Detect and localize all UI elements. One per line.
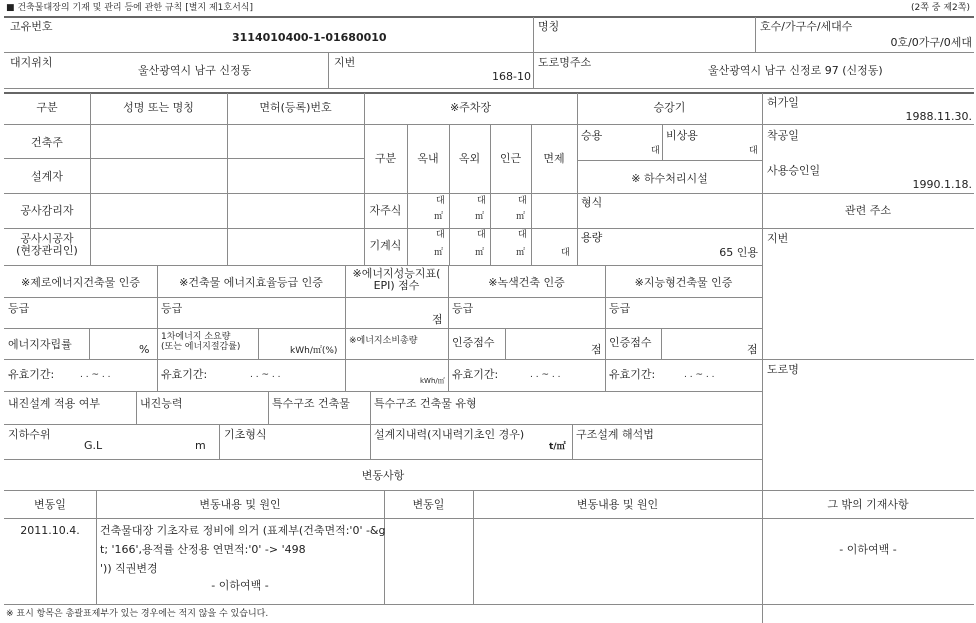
permit-date-value: 1988.11.30. [905,110,972,123]
person-row-designer: 설계자 [31,170,63,183]
consumption-unit: kWh/㎡ [420,377,445,385]
parking-exempt-header: 면제 [543,152,565,165]
unit-label: 대 [651,146,660,156]
meter-label: m [195,439,206,452]
grade-label: 등급 [8,302,30,315]
grade-label: 등급 [161,302,183,315]
site-location-value: 울산광역시 남구 신정동 [138,64,252,77]
elevator-title: 승강기 [653,101,686,114]
unit-label: ㎡ [516,212,526,222]
validity-label: 유효기간: [609,368,656,381]
related-address-title: 관련 주소 [844,204,891,217]
validity-dots: . . ~ . . [80,370,111,380]
validity-label: 유효기간: [161,368,208,381]
sewage-capacity-value: 65 인용 [719,246,758,259]
start-date-label: 착공일 [767,129,799,142]
persons-name-header: 성명 또는 명칭 [123,101,194,114]
point-label: 점 [432,313,443,326]
special-structure-type-label: 특수구조 건축물 유형 [374,397,477,410]
persons-license-header: 면허(등록)번호 [259,101,332,114]
elevator-emergency-label: 비상용 [666,129,698,142]
footnote: ※ 표시 항목은 총괄표제부가 있는 경우에는 적지 않을 수 있습니다. [6,609,269,619]
name-label: 명칭 [538,20,560,33]
parking-mech-row: 기계식 [369,239,402,252]
change-date-header-2: 변동일 [412,498,445,511]
unit-label: ㎡ [516,248,526,258]
road-address-label: 도로명주소 [538,56,592,69]
sewage-title: ※ 하수처리시설 [631,172,708,185]
sewage-type-label: 형식 [581,196,603,209]
form-title: ■ 건축물대장의 기재 및 관리 등에 관한 규칙 [별지 제1호서식] [6,3,253,13]
change-content-line-2: t; '166',용적률 산정용 연면적:'0' -> '498 [100,543,306,556]
persons-type-header: 구분 [36,101,58,114]
parking-indoor-header: 옥내 [417,152,439,165]
seismic-capacity-label: 내진능력 [140,397,183,410]
change-date-header: 변동일 [34,498,66,511]
change-blank-marker: - 이하여백 - [211,579,269,592]
parking-title: ※주차장 [449,101,492,114]
seismic-design-label: 내진설계 적용 여부 [8,397,101,410]
units-value: 0호/0가구/0세대 [890,36,972,49]
groundwater-label: 지하수위 [8,428,51,441]
parking-self-row: 자주식 [369,204,402,217]
unit-label: ㎡ [475,212,485,222]
percent-label: % [139,343,150,356]
road-address-value: 울산광역시 남구 신정로 97 (신정동) [708,64,883,77]
grade-label: 등급 [609,302,631,315]
person-row-owner: 건축주 [31,136,63,149]
energy-consumption-label: ※에너지소비총량 [349,336,418,346]
change-content-line-3: ')) 직권변경 [100,562,158,575]
change-date-1: 2011.10.4. [20,524,80,537]
permit-date-label: 허가일 [767,96,799,109]
sewage-capacity-label: 용량 [581,231,603,244]
other-notes-header: 그 밖의 기재사항 [827,498,909,511]
point-label: 점 [747,343,758,356]
person-row-contractor: 공사시공자 (현장관리인) [16,232,78,257]
lot-number-label: 지번 [334,56,356,69]
validity-dots: . . ~ . . [250,370,281,380]
energy-efficiency-cert-title: ※건축물 에너지효율등급 인증 [179,276,323,289]
cert-score-label: 인증점수 [452,336,495,349]
approval-date-value: 1990.1.18. [912,178,972,191]
change-content-header-2: 변동내용 및 원인 [576,498,659,511]
unit-label: 대 [561,248,570,258]
lot-number-value: 168-10 [492,70,531,83]
changes-title: 변동사항 [361,469,405,482]
unit-label: ㎡ [434,248,444,258]
validity-dots: . . ~ . . [530,370,561,380]
smart-building-cert-title: ※지능형건축물 인증 [634,276,733,289]
unit-label: 대 [518,230,527,240]
parking-type-header: 구분 [374,152,397,165]
unit-label: 대 [436,230,445,240]
green-building-cert-title: ※녹색건축 인증 [488,276,565,289]
gl-label: G.L [84,439,103,452]
page-indicator: (2쪽 중 제2쪽) [911,3,970,13]
parking-outdoor-header: 옥외 [458,152,481,165]
parking-nearby-header: 인근 [499,152,522,165]
validity-label: 유효기간: [452,368,499,381]
unit-label: 대 [477,230,486,240]
site-location-label: 대지위치 [10,56,53,69]
related-road-label: 도로명 [767,363,799,376]
unit-label: ㎡ [434,212,444,222]
zero-energy-cert-title: ※제로에너지건축물 인증 [21,276,140,289]
grade-label: 등급 [452,302,474,315]
unit-label: 대 [749,146,758,156]
primary-energy-unit: kWh/㎡(%) [290,346,338,356]
bearing-unit: t/㎡ [549,442,566,452]
foundation-type-label: 기초형식 [224,428,267,441]
unique-number-value: 3114010400-1-01680010 [232,31,387,44]
validity-label: 유효기간: [8,368,55,381]
related-lot-label: 지번 [767,232,789,245]
unit-label: ㎡ [475,248,485,258]
epi-score-title: ※에너지성능지표( EPI) 점수 [352,267,441,292]
change-content-header: 변동내용 및 원인 [199,498,281,511]
unit-label: 대 [518,196,527,206]
unique-number-label: 고유번호 [10,20,53,33]
unit-label: 대 [477,196,486,206]
validity-dots: . . ~ . . [684,370,715,380]
primary-energy-label: 1차에너지 소요량 (또는 에너지절감률) [161,332,241,352]
approval-date-label: 사용승인일 [767,164,821,177]
structural-analysis-label: 구조설계 해석법 [576,428,654,441]
self-sufficiency-label: 에너지자립률 [8,338,72,351]
cert-score-label: 인증점수 [609,336,652,349]
change-content-line-1: 건축물대장 기초자료 정비에 의거 (표제부(건축면적:'0' -&g [100,524,386,537]
other-blank-marker: - 이하여백 - [839,543,897,556]
units-label: 호수/가구수/세대수 [760,20,853,33]
point-label: 점 [591,343,602,356]
bearing-capacity-label: 설계지내력(지내력기초인 경우) [374,428,525,441]
special-structure-label: 특수구조 건축물 [272,397,350,410]
unit-label: 대 [436,196,445,206]
elevator-passenger-label: 승용 [581,129,603,142]
person-row-supervisor: 공사감리자 [20,204,74,217]
